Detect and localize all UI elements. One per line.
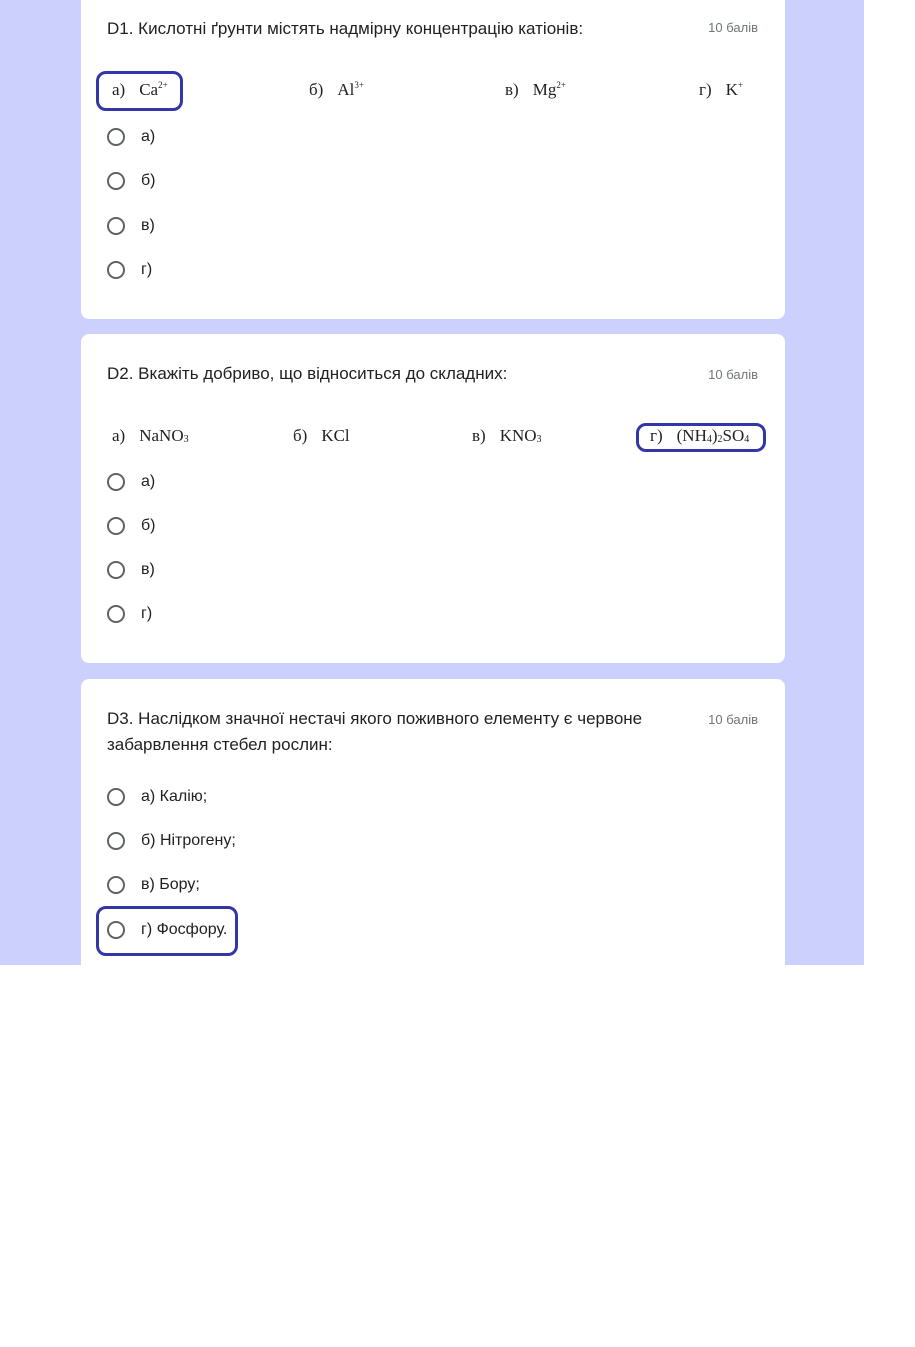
- radio-button[interactable]: [107, 517, 125, 535]
- option-d-text: г) K+: [699, 80, 743, 99]
- radio-button[interactable]: [107, 172, 125, 190]
- question-title: D2. Вкажіть добриво, що відноситься до складних:: [107, 364, 508, 383]
- choice-b[interactable]: [107, 828, 236, 854]
- choice-label: г): [141, 605, 153, 622]
- option-b-text: б) $Al^{3+}$: [309, 80, 364, 99]
- question-card-d3: [81, 679, 785, 965]
- radio-button[interactable]: [107, 217, 125, 235]
- option-c-text: в) $KNO_3$: [472, 426, 542, 445]
- option-a-text: а) NaNO$_3$: [112, 426, 189, 445]
- option-b-text: б) KCl: [293, 426, 350, 445]
- radio-button[interactable]: [107, 876, 125, 894]
- choice-d[interactable]: [107, 257, 152, 283]
- question-card-d2: [81, 334, 785, 663]
- choice-label: а): [141, 128, 156, 145]
- choice-c[interactable]: [107, 213, 155, 239]
- choice-c[interactable]: [107, 872, 200, 898]
- choice-label: в): [141, 217, 155, 234]
- choice-b[interactable]: [107, 513, 156, 539]
- option-image-row: [81, 80, 785, 110]
- choice-label: а) Калію;: [141, 788, 208, 805]
- choice-d[interactable]: [107, 601, 152, 627]
- choice-b[interactable]: [107, 168, 156, 194]
- radio-button[interactable]: [107, 605, 125, 623]
- question-title: D1. Кислотні ґрунти містять надмірну концентрацію катіонів:: [107, 19, 584, 38]
- option-c-text: в) $Mg^{2+}$: [505, 80, 566, 99]
- choice-label: б): [141, 172, 156, 189]
- radio-button[interactable]: [107, 921, 125, 939]
- choice-label: а): [141, 473, 156, 490]
- question-points: 10 балів: [708, 367, 758, 382]
- radio-button[interactable]: [107, 832, 125, 850]
- radio-button[interactable]: [107, 473, 125, 491]
- question-title: D3. Наслідком значної нестачі якого поживного елементу є червоне забарвлення стебел рослин:: [107, 709, 643, 754]
- radio-button[interactable]: [107, 261, 125, 279]
- choice-c[interactable]: [107, 557, 155, 583]
- choice-label: в): [141, 561, 155, 578]
- option-d-text: г) $(NH_4)_2SO_4$: [650, 426, 750, 445]
- option-a-text: а) $Ca^{2+}$: [112, 80, 168, 99]
- choice-label: б) Нітрогену;: [141, 832, 236, 849]
- question-points: 10 балів: [708, 20, 758, 35]
- choice-d[interactable]: [107, 917, 227, 943]
- choice-label: г): [141, 261, 153, 278]
- radio-button[interactable]: [107, 128, 125, 146]
- option-image-row: [81, 426, 785, 456]
- choice-a[interactable]: [107, 784, 207, 810]
- question-points: 10 балів: [708, 712, 758, 727]
- radio-button[interactable]: [107, 561, 125, 579]
- question-card-d1: [81, 0, 785, 319]
- choice-label: г) Фосфору.: [141, 921, 228, 938]
- choice-label: в) Бору;: [141, 876, 200, 893]
- choice-a[interactable]: [107, 469, 155, 495]
- radio-button[interactable]: [107, 788, 125, 806]
- choice-label: б): [141, 517, 156, 534]
- choice-a[interactable]: [107, 124, 155, 150]
